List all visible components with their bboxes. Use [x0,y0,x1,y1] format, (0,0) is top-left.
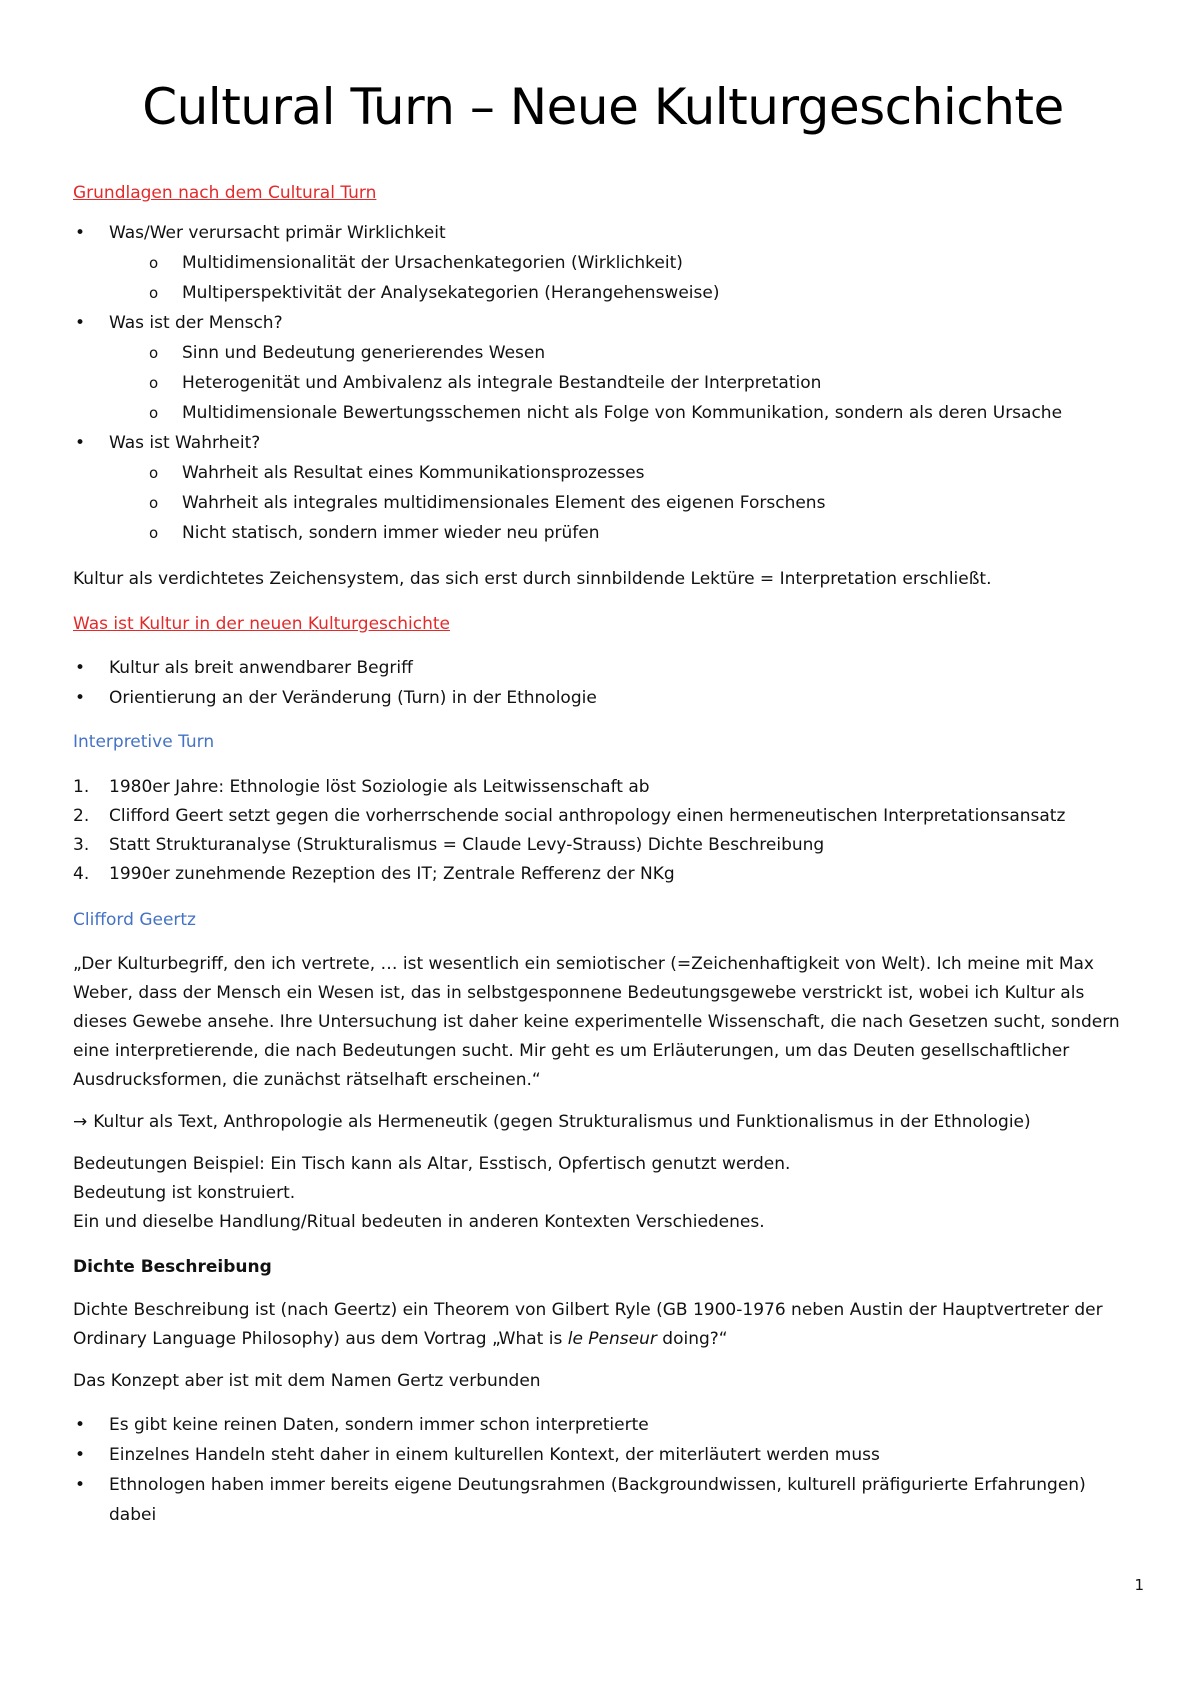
list-item: Orientierung an der Veränderung (Turn) in der Ethnologie [109,688,597,708]
dichte-list [73,1410,1133,1530]
section-heading-dichte-beschreibung: Dichte Beschreibung [73,1257,272,1277]
konzept-paragraph: Das Konzept aber ist mit dem Namen Gertz verbunden [73,1371,541,1391]
list-item: Was/Wer verursacht primär Wirklichkeit [109,223,446,243]
conclusion-line: → Kultur als Text, Anthropologie als Hermeneutik (gegen Strukturalismus und Funktionalismus in der Ethnologie) [73,1108,1133,1137]
section-heading-interpretive-turn: Interpretive Turn [73,732,215,752]
section-heading-geertz: Clifford Geertz [73,910,196,930]
example-line: Bedeutungen Beispiel: Ein Tisch kann als Altar, Esstisch, Opfertisch genutzt werden. [73,1154,791,1174]
section-heading-kultur: Was ist Kultur in der neuen Kulturgeschichte [73,614,450,634]
example-line: Ein und dieselbe Handlung/Ritual bedeuten in anderen Kontexten Verschiedenes. [73,1212,765,1232]
list-item: Ethnologen haben immer bereits eigene Deutungsrahmen (Backgroundwissen, kulturell präfigurierte Erfahrungen) dabei [109,1475,1086,1525]
list-item: Kultur als breit anwendbarer Begriff [109,658,413,678]
dichte-paragraph: Dichte Beschreibung ist (nach Geertz) ein Theorem von Gilbert Ryle (GB 1900-1976 neben Austin der Hauptvertreter der Ordinary Language Philosophy) aus dem Vortrag „What is le Penseur doing?“ [73,1300,1103,1349]
sub-list-item: o Multidimensionalität der Ursachenkategorien (Wirklichkeit) [149,253,683,273]
sub-list-item: o Wahrheit als integrales multidimensionales Element des eigenen Forschens [149,493,826,513]
list-item: Einzelnes Handeln steht daher in einem kulturellen Kontext, der miterläutert werden muss [109,1445,880,1465]
arrow-right-icon: → [73,1112,88,1132]
list-item: Es gibt keine reinen Daten, sondern immer schon interpretierte [109,1415,649,1435]
sub-list-item: o Multiperspektivität der Analysekategorien (Herangehensweise) [149,283,720,303]
sub-list-item: o Nicht statisch, sondern immer wieder neu prüfen [149,523,600,543]
sub-list-item: o Wahrheit als Resultat eines Kommunikationsprozesses [149,463,645,483]
sub-list-item: o Multidimensionale Bewertungsschemen nicht als Folge von Kommunikation, sondern als deren Ursache [149,403,1063,423]
page-title: Cultural Turn – Neue Kulturgeschichte [142,78,1064,136]
geertz-quote: „Der Kulturbegriff, den ich vertrete, … ist wesentlich ein semiotischer (=Zeichenhaftigkeit von Welt). Ich meine mit Max Weber, dass der Mensch ein Wesen ist, das in selbstgesponnene Bedeutungsgewebe verstrickt ist, wobei ich Kultur als dieses Gewebe ansehe. Ihre Untersuchung ist daher keine experimentelle Wissenschaft, die nach Gesetzen sucht, sondern eine interpretierende, die nach Bedeutungen sucht. Mir geht es um Erläuterungen, um das Deuten gesellschaftlicher Ausdrucksformen, die zunächst rätselhaft erscheinen.“ [73,954,1120,1090]
kultur-list [73,653,1133,713]
kultur-paragraph: Kultur als verdichtetes Zeichensystem, das sich erst durch sinnbildende Lektüre = Interpretation erschließt. [73,569,992,589]
numbered-item: 1. 1980er Jahre: Ethnologie löst Soziologie als Leitwissenschaft ab [73,777,650,797]
numbered-item: 2. Clifford Geert setzt gegen die vorherrschende social anthropology einen hermeneutischen Interpretationsansatz [73,806,1066,826]
grundlagen-list [73,218,1133,548]
numbered-item: 3. Statt Strukturanalyse (Strukturalismus = Claude Levy-Strauss) Dichte Beschreibung [73,835,825,855]
page-number: 1 [1134,1576,1144,1594]
sub-list-item: o Sinn und Bedeutung generierendes Wesen [149,343,546,363]
document-page [73,70,1133,1530]
list-item: Was ist der Mensch? [109,313,283,333]
sub-list-item: o Heterogenität und Ambivalenz als integrale Bestandteile der Interpretation [149,373,822,393]
numbered-item: 4. 1990er zunehmende Rezeption des IT; Zentrale Refferenz der NKg [73,864,675,884]
example-line: Bedeutung ist konstruiert. [73,1183,296,1203]
interpretive-turn-list [73,773,1133,889]
section-heading-grundlagen: Grundlagen nach dem Cultural Turn [73,183,377,203]
list-item: Was ist Wahrheit? [109,433,261,453]
